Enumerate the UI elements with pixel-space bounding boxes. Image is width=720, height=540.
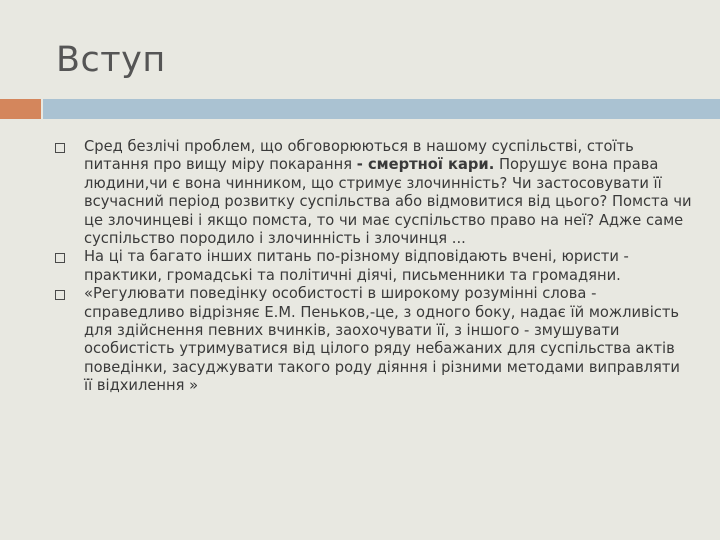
slide-title: Вступ xyxy=(56,40,166,80)
bullet-text-3: «Регулювати поведінку особистості в широкому розумінні слова - справедливо відрізняє Е.М. Пеньков,-це, з одного боку, надає їй можливість для здійснення певних вчинків, заохочувати її, з іншого - змушувати особистість утримуватися від цілого ряду небажаних для суспільства актів поведінки, засуджувати такого роду діяння і різними методами виправляти її відхилення » xyxy=(84,285,680,395)
square-bullet-icon xyxy=(55,290,65,300)
bullet-text-1-bold: - смертної кари. xyxy=(356,156,495,174)
square-bullet-icon xyxy=(55,143,65,153)
bullet-text-1 xyxy=(84,138,692,247)
title-rule-accent xyxy=(0,99,41,119)
bullet-item-1 xyxy=(52,138,692,248)
bullet-text-1-part-a: Сред безлічі проблем, що обговорюються в нашому суспільстві, стоїть питання про вищу міру покарання xyxy=(84,138,634,174)
square-bullet-icon xyxy=(55,253,65,263)
title-rule-bar xyxy=(43,99,720,119)
bullet-item-3 xyxy=(52,285,692,395)
bullet-text-1-part-b: Порушує вона права людини,чи є вона чинником, що стримує злочинність? Чи застосовувати її всучасний період розвитку суспільства або відмовитися від цього? Помста чи це злочинцеві і якщо помста, то чи має суспільство право на неї? Адже саме суспільство породило і злочинність і злочинця ... xyxy=(84,156,692,248)
bullet-list xyxy=(52,138,692,396)
bullet-text-2: На ці та багато інших питань по-різному відповідають вчені, юристи - практики, громадські та політичні діячі, письменники та громадяни. xyxy=(84,248,629,284)
bullet-item-2 xyxy=(52,248,692,285)
